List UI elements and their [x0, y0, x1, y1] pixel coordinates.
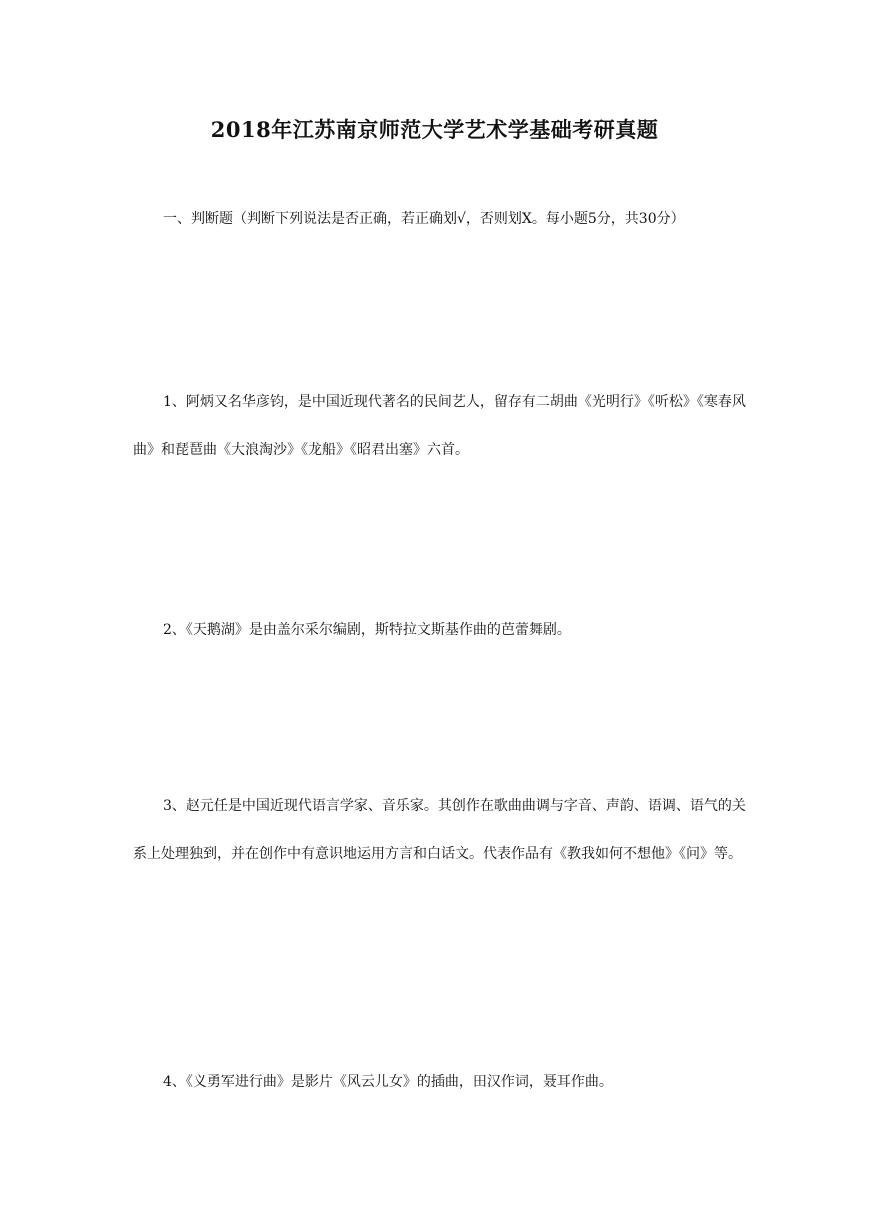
question-3: 3、赵元任是中国近现代语言学家、音乐家。其创作在歌曲曲调与字音、声韵、语调、语气的关系上处理独到，并在创作中有意识地运用方言和白话文。代表作品有《教我如何不想他》《问》等。 [133, 798, 746, 862]
document-title: 2018年江苏南京师范大学艺术学基础考研真题 [210, 117, 659, 142]
question-1: 1、阿炳又名华彦钧，是中国近现代著名的民间艺人，留存有二胡曲《光明行》《听松》《寒春风曲》和琵琶曲《大浪淘沙》《龙船》《昭君出塞》六首。 [133, 394, 746, 458]
section-heading: 一、判断题（判断下列说法是否正确，若正确划√，否则划X。每小题5分，共30分） [163, 211, 685, 227]
question-4: 4、《义勇军进行曲》是影片《风云儿女》的插曲，田汉作词，聂耳作曲。 [163, 1074, 613, 1090]
question-2: 2、《天鹅湖》是由盖尔采尔编剧，斯特拉文斯基作曲的芭蕾舞剧。 [163, 622, 571, 638]
